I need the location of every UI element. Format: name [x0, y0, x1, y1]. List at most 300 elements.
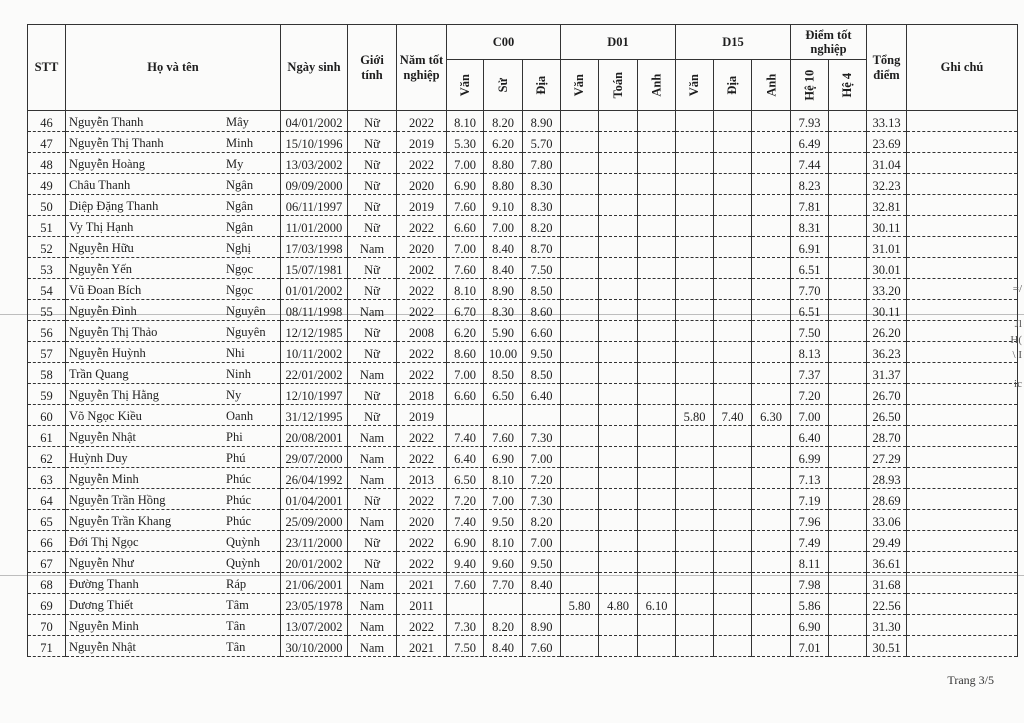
edge-scan-mark: Jl [1014, 318, 1022, 330]
name-cell [66, 342, 281, 363]
he10-cell: 7.01 [791, 636, 829, 657]
note-cell [907, 111, 1018, 132]
c00-su-cell: 8.40 [484, 237, 523, 258]
d15-van-cell [676, 426, 714, 447]
d01-anh-cell [638, 510, 676, 531]
c00-su-cell: 7.00 [484, 489, 523, 510]
he10-cell: 7.93 [791, 111, 829, 132]
gender-cell: Nam [348, 615, 397, 636]
d01-van-cell [561, 636, 599, 657]
stt-cell: 56 [28, 321, 66, 342]
name-cell [66, 447, 281, 468]
family-middle-name: Dương Thiết [69, 598, 134, 612]
stt-cell: 47 [28, 132, 66, 153]
dob-cell: 08/11/1998 [281, 300, 348, 321]
family-middle-name: Nguyễn Thị Hằng [69, 388, 160, 402]
family-middle-name: Nguyễn Minh [69, 472, 139, 486]
c00-van-cell: 6.70 [447, 300, 484, 321]
d15-anh-cell [752, 300, 791, 321]
gender-cell: Nam [348, 573, 397, 594]
header-group-diem-tot-nghiep: Điểm tốt nghiệp [791, 25, 867, 60]
d15-anh-cell [752, 636, 791, 657]
d15-van-cell [676, 300, 714, 321]
c00-dia-cell: 9.50 [523, 552, 561, 573]
he10-cell: 8.31 [791, 216, 829, 237]
d01-toan-cell [599, 552, 638, 573]
name-cell [66, 111, 281, 132]
gender-cell: Nữ [348, 195, 397, 216]
name-cell [66, 510, 281, 531]
header-gioi-tinh: Giới tính [348, 25, 397, 111]
c00-su-cell: 7.70 [484, 573, 523, 594]
d01-toan-cell [599, 426, 638, 447]
header-d01-anh [638, 60, 676, 111]
gender-cell: Nữ [348, 489, 397, 510]
d01-anh-cell [638, 111, 676, 132]
header-d01-van [561, 60, 599, 111]
given-name: Tân [226, 619, 246, 633]
d15-van-cell [676, 153, 714, 174]
given-name: Quỳnh [226, 556, 261, 570]
given-name: Minh [226, 136, 254, 150]
d01-toan-cell [599, 342, 638, 363]
d15-anh-cell [752, 153, 791, 174]
table-row [28, 447, 1018, 468]
table-row [28, 594, 1018, 615]
d15-dia-cell [714, 468, 752, 489]
name-cell [66, 195, 281, 216]
grad-year-cell: 2022 [397, 489, 447, 510]
he4-cell [829, 342, 867, 363]
note-cell [907, 594, 1018, 615]
table-row [28, 405, 1018, 426]
d15-van-cell [676, 342, 714, 363]
d15-van-cell [676, 615, 714, 636]
c00-dia-cell: 8.30 [523, 195, 561, 216]
d01-anh-cell [638, 342, 676, 363]
table-row [28, 468, 1018, 489]
d01-anh-cell [638, 237, 676, 258]
he10-cell: 7.37 [791, 363, 829, 384]
c00-van-cell [447, 594, 484, 615]
stt-cell: 58 [28, 363, 66, 384]
note-cell [907, 426, 1018, 447]
c00-dia-cell: 7.20 [523, 468, 561, 489]
c00-van-cell: 6.90 [447, 531, 484, 552]
dob-cell: 06/11/1997 [281, 195, 348, 216]
name-cell [66, 174, 281, 195]
note-cell [907, 321, 1018, 342]
d01-toan-cell [599, 489, 638, 510]
d15-dia-cell [714, 531, 752, 552]
c00-dia-cell: 8.50 [523, 363, 561, 384]
d15-van-cell: 5.80 [676, 405, 714, 426]
name-cell [66, 279, 281, 300]
d15-anh-cell [752, 174, 791, 195]
d01-toan-cell [599, 510, 638, 531]
d15-dia-cell [714, 153, 752, 174]
d15-dia-cell [714, 594, 752, 615]
he4-cell [829, 363, 867, 384]
d01-anh-cell [638, 216, 676, 237]
subject-label: Hệ 4 [840, 72, 855, 98]
c00-dia-cell: 6.40 [523, 384, 561, 405]
grad-year-cell: 2019 [397, 405, 447, 426]
dob-cell: 13/03/2002 [281, 153, 348, 174]
dob-cell: 30/10/2000 [281, 636, 348, 657]
family-middle-name: Nguyễn Yến [69, 262, 133, 276]
header-d01-toan [599, 60, 638, 111]
c00-su-cell: 9.60 [484, 552, 523, 573]
grad-year-cell: 2022 [397, 111, 447, 132]
dob-cell: 04/01/2002 [281, 111, 348, 132]
given-name: Phúc [226, 493, 251, 507]
subject-label: Văn [687, 73, 702, 97]
c00-van-cell: 6.40 [447, 447, 484, 468]
c00-dia-cell: 7.80 [523, 153, 561, 174]
gender-cell: Nữ [348, 405, 397, 426]
stt-cell: 62 [28, 447, 66, 468]
gender-cell: Nữ [348, 321, 397, 342]
he10-cell: 6.99 [791, 447, 829, 468]
d15-dia-cell [714, 279, 752, 300]
d15-anh-cell [752, 279, 791, 300]
d01-toan-cell [599, 615, 638, 636]
d01-toan-cell [599, 321, 638, 342]
d01-toan-cell [599, 405, 638, 426]
stt-cell: 49 [28, 174, 66, 195]
gender-cell: Nam [348, 468, 397, 489]
total-cell: 22.56 [867, 594, 907, 615]
name-cell [66, 321, 281, 342]
note-cell [907, 216, 1018, 237]
d15-van-cell [676, 468, 714, 489]
table-row [28, 510, 1018, 531]
gender-cell: Nam [348, 237, 397, 258]
family-middle-name: Huỳnh Duy [69, 451, 128, 465]
stt-cell: 64 [28, 489, 66, 510]
grad-year-cell: 2020 [397, 174, 447, 195]
note-cell [907, 384, 1018, 405]
given-name: Ngọc [226, 262, 254, 276]
he10-cell: 7.19 [791, 489, 829, 510]
d15-van-cell [676, 321, 714, 342]
he10-cell: 7.49 [791, 531, 829, 552]
gender-cell: Nữ [348, 531, 397, 552]
he4-cell [829, 153, 867, 174]
header-group-d15: D15 [676, 25, 791, 60]
note-cell [907, 258, 1018, 279]
dob-cell: 01/01/2002 [281, 279, 348, 300]
he4-cell [829, 132, 867, 153]
note-cell [907, 531, 1018, 552]
d01-anh-cell [638, 531, 676, 552]
given-name: Phúc [226, 514, 251, 528]
d01-anh-cell [638, 153, 676, 174]
c00-van-cell: 7.40 [447, 510, 484, 531]
he4-cell [829, 615, 867, 636]
total-cell: 31.30 [867, 615, 907, 636]
given-name: Nhi [226, 346, 245, 360]
d15-anh-cell [752, 426, 791, 447]
header-ghi-chu: Ghi chú [907, 25, 1018, 111]
total-cell: 32.81 [867, 195, 907, 216]
d15-van-cell [676, 531, 714, 552]
given-name: Nguyên [226, 304, 266, 318]
d15-anh-cell [752, 447, 791, 468]
he4-cell [829, 468, 867, 489]
grad-year-cell: 2022 [397, 615, 447, 636]
stt-cell: 52 [28, 237, 66, 258]
d01-anh-cell [638, 300, 676, 321]
c00-van-cell: 6.60 [447, 384, 484, 405]
given-name: Phúc [226, 472, 251, 486]
d15-van-cell [676, 384, 714, 405]
dob-cell: 23/05/1978 [281, 594, 348, 615]
he4-cell [829, 552, 867, 573]
given-name: Ninh [226, 367, 251, 381]
he10-cell: 7.00 [791, 405, 829, 426]
c00-dia-cell: 8.90 [523, 615, 561, 636]
grad-year-cell: 2022 [397, 342, 447, 363]
c00-dia-cell: 5.70 [523, 132, 561, 153]
d01-van-cell [561, 384, 599, 405]
d01-anh-cell: 6.10 [638, 594, 676, 615]
grad-year-cell: 2021 [397, 573, 447, 594]
c00-van-cell: 9.40 [447, 552, 484, 573]
d01-anh-cell [638, 573, 676, 594]
given-name: Phú [226, 451, 246, 465]
c00-su-cell: 9.10 [484, 195, 523, 216]
c00-van-cell: 7.20 [447, 489, 484, 510]
table-row [28, 300, 1018, 321]
d01-toan-cell [599, 636, 638, 657]
d01-van-cell [561, 615, 599, 636]
total-cell: 26.20 [867, 321, 907, 342]
total-cell: 28.70 [867, 426, 907, 447]
table-row [28, 321, 1018, 342]
subject-label: Toán [610, 71, 625, 99]
d01-toan-cell [599, 111, 638, 132]
d15-dia-cell [714, 237, 752, 258]
edge-scan-mark: =/ [1012, 283, 1022, 295]
stt-cell: 51 [28, 216, 66, 237]
d01-van-cell [561, 573, 599, 594]
d01-van-cell [561, 279, 599, 300]
d15-dia-cell [714, 573, 752, 594]
d15-van-cell [676, 237, 714, 258]
d01-van-cell [561, 552, 599, 573]
he10-cell: 7.96 [791, 510, 829, 531]
c00-van-cell: 7.00 [447, 363, 484, 384]
note-cell [907, 195, 1018, 216]
d15-dia-cell [714, 174, 752, 195]
d01-anh-cell [638, 279, 676, 300]
d15-anh-cell [752, 258, 791, 279]
d01-van-cell [561, 405, 599, 426]
name-cell [66, 153, 281, 174]
table-row [28, 342, 1018, 363]
family-middle-name: Đường Thanh [69, 577, 139, 591]
he10-cell: 8.13 [791, 342, 829, 363]
c00-van-cell: 7.40 [447, 426, 484, 447]
d01-toan-cell [599, 153, 638, 174]
subject-label: Anh [763, 73, 778, 97]
c00-van-cell: 8.10 [447, 279, 484, 300]
he10-cell: 7.13 [791, 468, 829, 489]
c00-su-cell: 8.80 [484, 174, 523, 195]
he10-cell: 7.50 [791, 321, 829, 342]
stt-cell: 67 [28, 552, 66, 573]
note-cell [907, 615, 1018, 636]
d15-anh-cell [752, 384, 791, 405]
grad-year-cell: 2019 [397, 195, 447, 216]
given-name: My [226, 157, 244, 171]
c00-su-cell: 8.40 [484, 258, 523, 279]
d15-van-cell [676, 447, 714, 468]
gender-cell: Nam [348, 636, 397, 657]
he4-cell [829, 300, 867, 321]
d15-van-cell [676, 258, 714, 279]
he4-cell [829, 258, 867, 279]
c00-su-cell [484, 594, 523, 615]
c00-van-cell: 8.60 [447, 342, 484, 363]
dob-cell: 29/07/2000 [281, 447, 348, 468]
d15-van-cell [676, 279, 714, 300]
d15-anh-cell [752, 321, 791, 342]
d01-anh-cell [638, 468, 676, 489]
d01-van-cell: 5.80 [561, 594, 599, 615]
d01-toan-cell [599, 174, 638, 195]
d01-van-cell [561, 321, 599, 342]
header-he-10 [791, 60, 829, 111]
table-row [28, 153, 1018, 174]
d15-van-cell [676, 552, 714, 573]
name-cell [66, 405, 281, 426]
c00-su-cell: 8.80 [484, 153, 523, 174]
d15-anh-cell [752, 363, 791, 384]
stt-cell: 55 [28, 300, 66, 321]
stt-cell: 69 [28, 594, 66, 615]
note-cell [907, 636, 1018, 657]
he10-cell: 6.91 [791, 237, 829, 258]
grad-year-cell: 2022 [397, 426, 447, 447]
given-name: Mây [226, 115, 249, 129]
c00-su-cell: 8.90 [484, 279, 523, 300]
d01-toan-cell [599, 363, 638, 384]
total-cell: 23.69 [867, 132, 907, 153]
edge-scan-mark: ic [1014, 378, 1022, 390]
family-middle-name: Vũ Đoan Bích [69, 283, 142, 297]
total-cell: 26.50 [867, 405, 907, 426]
total-cell: 29.49 [867, 531, 907, 552]
he4-cell [829, 384, 867, 405]
name-cell [66, 258, 281, 279]
header-d15-van [676, 60, 714, 111]
he10-cell: 5.86 [791, 594, 829, 615]
name-cell [66, 594, 281, 615]
d15-dia-cell [714, 321, 752, 342]
note-cell [907, 447, 1018, 468]
stt-cell: 63 [28, 468, 66, 489]
given-name: Tâm [226, 598, 249, 612]
c00-su-cell: 7.60 [484, 426, 523, 447]
c00-su-cell: 6.20 [484, 132, 523, 153]
dob-cell: 09/09/2000 [281, 174, 348, 195]
d01-anh-cell [638, 615, 676, 636]
gender-cell: Nữ [348, 216, 397, 237]
d15-van-cell [676, 111, 714, 132]
name-cell [66, 363, 281, 384]
grad-year-cell: 2018 [397, 384, 447, 405]
name-cell [66, 615, 281, 636]
grad-year-cell: 2020 [397, 510, 447, 531]
d15-van-cell [676, 132, 714, 153]
c00-van-cell: 6.20 [447, 321, 484, 342]
total-cell: 30.11 [867, 300, 907, 321]
c00-van-cell: 8.10 [447, 111, 484, 132]
stt-cell: 65 [28, 510, 66, 531]
edge-scan-mark: \ I [1012, 349, 1022, 361]
gender-cell: Nam [348, 447, 397, 468]
total-cell: 28.69 [867, 489, 907, 510]
name-cell [66, 468, 281, 489]
he4-cell [829, 636, 867, 657]
name-cell [66, 426, 281, 447]
grad-year-cell: 2019 [397, 132, 447, 153]
d01-anh-cell [638, 174, 676, 195]
d15-anh-cell [752, 594, 791, 615]
table-row [28, 363, 1018, 384]
d01-anh-cell [638, 552, 676, 573]
dob-cell: 20/01/2002 [281, 552, 348, 573]
given-name: Ráp [226, 577, 247, 591]
given-name: Ngân [226, 220, 254, 234]
d15-dia-cell [714, 384, 752, 405]
d01-van-cell [561, 300, 599, 321]
d01-toan-cell [599, 132, 638, 153]
c00-van-cell: 7.50 [447, 636, 484, 657]
table-row [28, 489, 1018, 510]
header-c00-dia [523, 60, 561, 111]
total-cell: 30.11 [867, 216, 907, 237]
he10-cell: 8.23 [791, 174, 829, 195]
c00-dia-cell: 8.20 [523, 510, 561, 531]
subject-label: Văn [457, 73, 472, 97]
d01-anh-cell [638, 447, 676, 468]
d15-dia-cell [714, 342, 752, 363]
stt-cell: 46 [28, 111, 66, 132]
gender-cell: Nam [348, 426, 397, 447]
gender-cell: Nam [348, 363, 397, 384]
name-cell [66, 216, 281, 237]
d15-anh-cell [752, 489, 791, 510]
d01-toan-cell [599, 468, 638, 489]
d15-dia-cell [714, 636, 752, 657]
stt-cell: 68 [28, 573, 66, 594]
table-row [28, 552, 1018, 573]
note-cell [907, 363, 1018, 384]
d15-dia-cell [714, 552, 752, 573]
family-middle-name: Nguyễn Như [69, 556, 134, 570]
dob-cell: 31/12/1995 [281, 405, 348, 426]
d15-van-cell [676, 510, 714, 531]
c00-dia-cell: 8.50 [523, 279, 561, 300]
d01-van-cell [561, 258, 599, 279]
dob-cell: 25/09/2000 [281, 510, 348, 531]
d01-van-cell [561, 237, 599, 258]
grad-year-cell: 2022 [397, 216, 447, 237]
